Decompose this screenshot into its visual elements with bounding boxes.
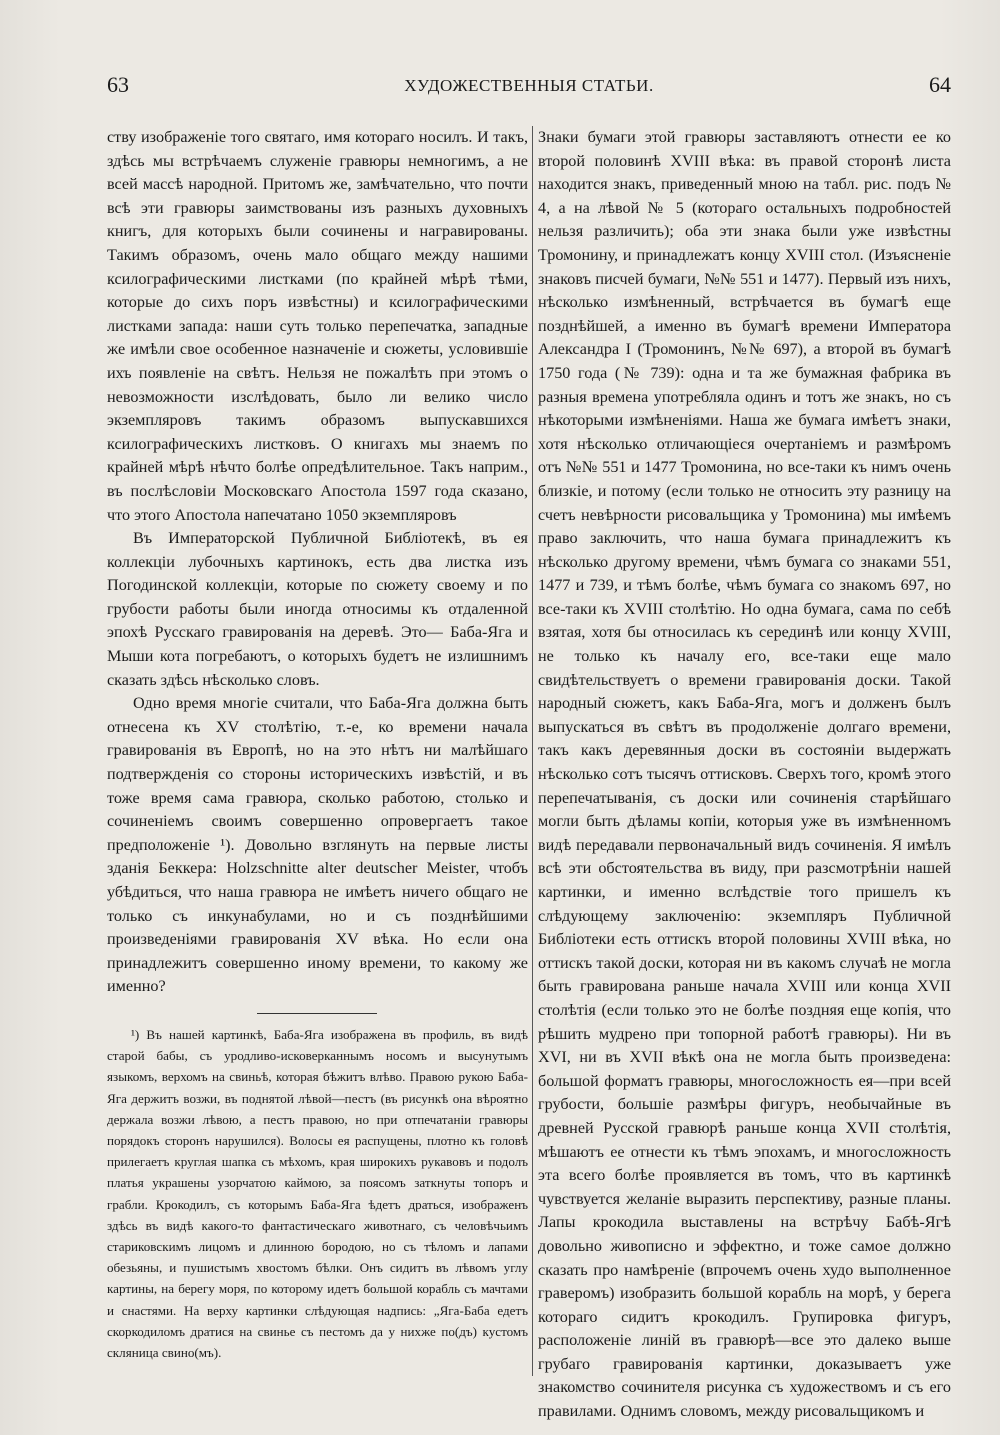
footnote — [107, 1024, 528, 1363]
paragraph: Въ Императорской Публичной Библіотекѣ, въ ея коллекціи лубочныхъ картинокъ, есть два листка изъ Погодинской коллекціи, которые по сюжету своему и по грубости работы были иногда относимы къ отдаленной эпохѣ Русскаго гравированія на деревѣ. Это— Баба-Яга и Мыши кота погребаютъ, о которыхъ будетъ не излишнимъ сказать здѣсь нѣсколько словъ. — [107, 529, 528, 689]
paragraph: ству изображеніе того святаго, имя котораго носилъ. И такъ, здѣсь мы встрѣчаемъ служеніе гравюры немногимъ, а не всей массѣ народной. Притомъ же, замѣчательно, что почти всѣ эти гравюры заимствованы изъ разныхъ духовныхъ книгъ, для которыхъ были сочинены и награвированы. Такимъ образомъ, очень мало общаго между нашими ксилографическими листками (по крайней мѣрѣ тѣми, которые до сихъ поръ извѣстны) и ксилографическими листками запада: наши суть только перепечатка, западные же имѣли свое особенное назначеніе и сюжеты, условившіе ихъ появленіе на свѣтъ. Нельзя не пожалѣть при этомъ о невозможности изслѣдовать, было ли велико число экземпляровъ такимъ образомъ выпускавшихся ксилографическихъ листковъ. О книгахъ мы знаемъ по крайней мѣрѣ нѣчто болѣе опредѣлительное. Такъ наприм., въ послѣсловіи Московскаго Апостола 1597 года сказано, что этого Апостола напечатано 1050 экземпляровъ — [107, 128, 528, 524]
running-title: ХУДОЖЕСТВЕННЫЯ СТАТЬИ. — [404, 76, 654, 95]
paragraph: Одно время многіе считали, что Баба-Яга должна быть отнесена къ XV столѣтію, т.-е, ко времени начала гравированія въ Европѣ, но на это нѣтъ ни малѣйшаго подтвержденія со стороны историческихъ извѣстій, и въ тоже время сама гравюра, сколько работою, столько и сочиненіемъ своимъ совершенно опровергаетъ такое предположеніе ¹). Довольно взглянуть на первые листы зданія Беккера: Holzschnitte alter deutscher Meister, чтобъ убѣдиться, что наша гравюра не имѣетъ ничего общаго не только съ инкунабулами, но и съ позднѣйшими произведеніями гравированія XV вѣка. Но если она принадлежитъ совершенно иному времени, то какому же именно? — [107, 694, 528, 996]
page-number-left: 63 — [107, 72, 129, 97]
page-number-right: 64 — [929, 72, 951, 97]
left-column — [107, 126, 528, 1363]
paragraph: Знаки бумаги этой гравюры заставляютъ отнести ее ко второй половинѣ XVIII вѣка: въ правой сторонѣ листа находится знакъ, приведенный мною на табл. рис. подъ № 4, а на лѣвой № 5 (котораго остальныхъ подробностей нельзя различить); оба эти знака были уже извѣстны Тромонину, и принадлежатъ концу XVIII стол. (Изъясненіе знаковъ писчей бумаги, №№ 551 и 1477). Первый изъ нихъ, нѣсколько измѣненный, встрѣчается въ бумагѣ еще позднѣйшей, а именно въ бумагѣ времени Императора Александра I (Тромонинъ, №№ 697), а второй въ бумагѣ 1750 года (№ 739): одна и та же бумажная фабрика въ разныя времена употребляла одинъ и тотъ же знакъ, но съ нѣкоторыми измѣненіями. Наша же бумага имѣетъ знаки, хотя нѣсколько отличающіеся очертаніемъ и размѣромъ отъ №№ 551 и 1477 Тромонина, но все-таки къ нимъ очень близкіе, и потому (если только не относить эту разницу на счетъ невѣрности рисовальщика у Тромонина) мы имѣемъ право заключить, что наша бумага принадлежитъ къ нѣсколько другому времени, чѣмъ бумага со знаками 551, 1477 и 739, и тѣмъ болѣе, чѣмъ бумага со знакомъ 697, но все-таки къ XVIII столѣтію. Но одна бумага, сама по себѣ взятая, хотя бы относилась къ серединѣ или концу XVIII, не только къ началу его, все-таки еще мало свидѣтельствуетъ о времени гравированія доски. Такой народный сюжетъ, какъ Баба-Яга, могъ и долженъ былъ выпускаться въ свѣтъ въ продолженіе долгаго времени, такъ какъ деревянныя доски въ состояніи выдержать нѣсколько сотъ тысячъ оттисковъ. Сверхъ того, кромѣ этого перепечатыванія, съ доски или сочиненія старѣйшаго могли быть дѣламы копіи, которыя уже въ измѣненномъ видѣ передавали первоначальный видъ сочиненія. Я имѣлъ всѣ эти обстоятельства въ виду, при разсмотрѣніи нашей картинки, и именно вслѣдствіе того пришелъ къ слѣдующему заключенію: экземпляръ Публичной Библіотеки есть оттискъ второй половины XVIII вѣка, но оттискъ такой доски, которая ни въ какомъ случаѣ не могла быть гравирована раньше начала XVIII или конца XVII столѣтія (если только это не болѣе поздняя еще копія, что рѣшить мудрено при топорной работѣ гравюры). Ни въ XVI, ни въ XVII вѣкѣ она не могла быть произведена: большой форматъ гравюры, многосложность ея—при всей грубости, большіе размѣры фигуръ, необычайные въ древней Русской гравюрѣ раньше конца XVII столѣтія, мѣшаютъ ее отнести къ тѣмъ эпохамъ, и многосложность эта всего болѣе проявляется въ томъ, что въ картинкѣ чувствуется желаніе выразить перспективу, разные планы. Лапы крокодила выставлены на встрѣчу Бабѣ-Ягѣ довольно живописно и эффектно, и тоже самое должно сказать про намѣреніе (впрочемъ очень худо выполненное граверомъ) изобразить большой корабль на морѣ, у берега котораго сидитъ крокодилъ. Групировка фигуръ, расположеніе линій въ гравюрѣ—все это далеко выше грубаго гравированія картинки, доказываетъ уже знакомство сочинителя рисунка съ художествомъ и съ его правилами. Однимъ словомъ, между рисовальщикомъ и — [538, 128, 951, 1421]
right-column — [538, 126, 951, 1424]
column-divider — [532, 126, 533, 1376]
footnote-divider — [257, 1013, 377, 1014]
running-header — [105, 72, 953, 102]
footnote-text: ¹) Въ нашей картинкѣ, Баба-Яга изображена въ профиль, въ видѣ старой бабы, съ уродливо-исковерканнымъ носомъ и высунутымъ языкомъ, верхомъ на свиньѣ, которая бѣжитъ влѣво. Правою рукою Баба-Яга держитъ возжи, въ поднятой лѣвой—пестъ (въ рисункѣ она вѣроятно держала возжи лѣвою, а пестъ правою, но при отпечатаніи гравюры порядокъ сторонъ нарушился). Волосы ея распущены, плотно къ головѣ прилегаетъ круглая шапка съ мѣхомъ, края широкихъ рукавовъ и подолъ платья украшены узорчатою каймою, за поясомъ заткнуты топоръ и грабли. Крокодилъ, съ которымъ Баба-Яга ѣдетъ драться, изображенъ здѣсь въ видѣ какого-то фантастическаго животнаго, съ человѣчьимъ стариковскимъ лицомъ и длинною бородою, но съ тѣломъ и лапами обезьяны, и пушистымъ хвостомъ бѣлки. Онъ сидитъ въ лѣвомъ углу картины, на берегу моря, по которому идетъ большой корабль съ мачтами и снастями. На верху картинки слѣдующая надпись: „Яга-Баба едетъ скоркодиломъ дратися на свинье съ пестомъ да у нихже по(дъ) кустомъ скляница свино(мъ). — [107, 1026, 528, 1361]
